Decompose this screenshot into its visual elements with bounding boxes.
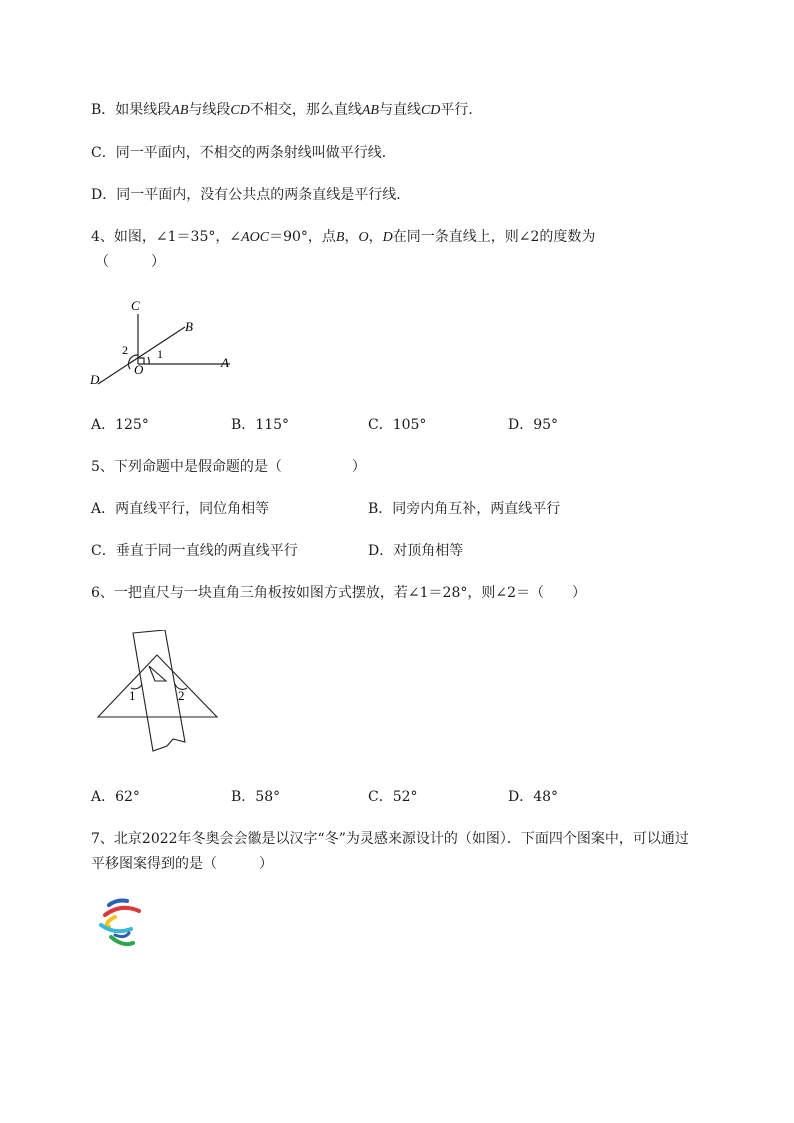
q4-answer-paren: （ ） — [95, 254, 165, 270]
q4-stem-text: 在同一条直线上，则∠2的度数为 — [392, 229, 596, 245]
label-angle-1: 1 — [129, 688, 136, 703]
segment-ab: AB — [171, 103, 189, 118]
label-d: D — [90, 372, 100, 387]
q5-option-a: A．两直线平行，同位角相等 — [91, 501, 270, 517]
q6-option-a: A．62° — [91, 789, 140, 805]
triangle-ruler — [98, 655, 217, 717]
q4-stem — [91, 226, 595, 246]
q6-option-c: C．52° — [368, 789, 418, 805]
line-ab: AB — [361, 103, 379, 118]
q3-option-b-text: B．如果线段 — [91, 102, 172, 118]
label-c: C — [131, 298, 140, 313]
q3-option-d: D．同一平面内，没有公共点的两条直线是平行线． — [91, 187, 411, 203]
q4-figure — [88, 292, 238, 392]
q4-stem-text: ＝90°，点 — [269, 229, 336, 245]
label-a: A — [221, 355, 229, 370]
q7-stem-line2: 平移图案得到的是（ ） — [91, 856, 273, 872]
q3-option-b — [91, 99, 482, 119]
q3-option-b-text: 不相交，那么直线 — [249, 102, 362, 118]
q4-stem-text: ， — [368, 229, 383, 245]
angle-aoc: AOC — [241, 230, 270, 245]
label-angle-2: 2 — [122, 343, 128, 357]
q3-option-b-text: 与线段 — [188, 102, 231, 118]
q6-option-b: B．58° — [231, 789, 281, 805]
q3-option-b-text: 与直线 — [378, 102, 421, 118]
line-cd: CD — [420, 103, 441, 118]
q6-option-d: D．48° — [508, 789, 559, 805]
label-angle-1: 1 — [157, 347, 163, 361]
label-b: B — [185, 319, 193, 334]
point-b: B — [335, 230, 345, 245]
emblem-red-stroke — [105, 908, 139, 915]
point-o: O — [358, 230, 369, 245]
q5-option-d: D．对顶角相等 — [368, 543, 464, 559]
emblem-blue-stroke — [109, 901, 127, 906]
q4-stem-text: ， — [344, 229, 359, 245]
q7-stem-line1: 7、北京2022年冬奥会会徽是以汉字“冬”为灵感来源设计的（如图）．下面四个图案中，可以通过 — [91, 831, 689, 847]
q5-stem: 5、下列命题中是假命题的是（ ） — [91, 459, 366, 475]
q3-option-b-text: 平行． — [440, 102, 483, 118]
q4-option-a: A．125° — [91, 417, 149, 433]
q5-option-c: C．垂直于同一直线的两直线平行 — [91, 543, 298, 559]
emblem-yellow-stroke — [107, 917, 115, 927]
q4-option-b: B．115° — [231, 417, 290, 433]
emblem-blue-stroke-2 — [115, 933, 129, 937]
q6-stem: 6、一把直尺与一块直角三角板按如图方式摆放，若∠1＝28°，则∠2＝（ ） — [91, 585, 586, 601]
label-angle-2: 2 — [178, 688, 185, 703]
angle-1-arc — [148, 357, 149, 364]
emblem-cyan-stroke — [101, 925, 131, 931]
winter-olympics-emblem — [95, 895, 153, 953]
label-o: O — [134, 362, 144, 377]
segment-cd: CD — [230, 103, 250, 118]
q3-option-c: C．同一平面内，不相交的两条射线叫做平行线． — [91, 145, 396, 161]
q6-figure — [95, 630, 225, 755]
q4-option-c: C．105° — [368, 417, 427, 433]
point-d: D — [382, 230, 393, 245]
q5-option-b: B．同旁内角互补，两直线平行 — [368, 501, 561, 517]
q4-stem-text: 4、如图，∠1＝35°，∠ — [91, 229, 242, 245]
q4-option-d: D．95° — [508, 417, 559, 433]
